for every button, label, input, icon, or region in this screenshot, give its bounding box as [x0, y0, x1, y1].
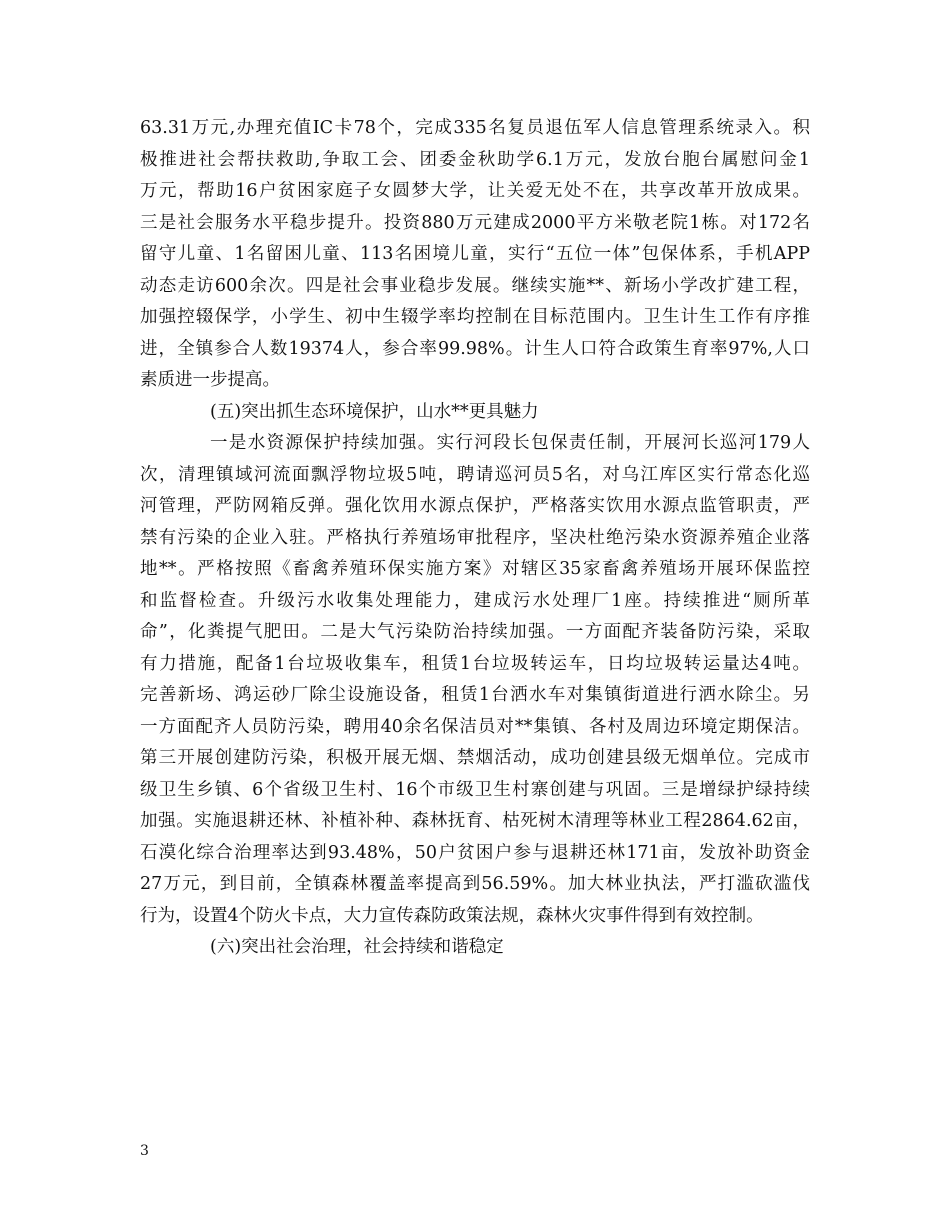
text-line: 一方面配齐人员防污染，聘用40余名保洁员对**集镇、各村及周边环境定期保洁。 [140, 716, 810, 737]
text-line: 地**。严格按照《畜禽养殖环保实施方案》对辖区35家畜禽养殖场开展环保监控 [140, 559, 810, 579]
text-line: 三是社会服务水平稳步提升。投资880万元建成2000平方米敬老院1栋。对172名 [140, 212, 810, 233]
text-line: 完善新场、鸿运砂厂除尘设施设备，租赁1台洒水车对集镇街道进行洒水除尘。另 [140, 685, 810, 705]
text-line: 命”，化粪提气肥田。二是大气污染防治持续加强。一方面配齐装备防污染，采取 [140, 622, 810, 642]
text-line: 河管理，严防网箱反弹。强化饮用水源点保护，严格落实饮用水源点监管职责，严 [140, 496, 810, 516]
text-line: 27万元，到目前，全镇森林覆盖率提高到56.59%。加大林业执法，严打滥砍滥伐 [140, 874, 810, 894]
section-heading: (六)突出社会治理，社会持续和谐稳定 [210, 937, 504, 957]
text-line: 进，全镇参合人数19374人，参合率99.98%。计生人口符合政策生育率97%,人口 [140, 338, 810, 359]
text-line: 石漠化综合治理率达到93.48%，50户贫困户参与退耕还林171亩，发放补助资金 [140, 842, 810, 863]
text-line: 级卫生乡镇、6个省级卫生村、16个市级卫生村寨创建与巩固。三是增绿护绿持续 [140, 779, 810, 800]
section-heading: (五)突出抓生态环境保护，山水**更具魅力 [210, 401, 539, 422]
text-line: 有力措施，配备1台垃圾收集车，租赁1台垃圾转运车，日均垃圾转运量达4吨。 [140, 653, 810, 674]
text-line: 第三开展创建防污染，积极开展无烟、禁烟活动，成功创建县级无烟单位。完成市 [140, 748, 810, 768]
text-line: 和监督检查。升级污水收集处理能力，建成污水处理厂1座。持续推进“厕所革 [140, 590, 810, 611]
text-line: 极推进社会帮扶救助,争取工会、团委金秋助学6.1万元，发放台胞台属慰问金1 [140, 149, 810, 170]
text-line: 次，清理镇域河流面飘浮物垃圾5吨，聘请巡河员5名，对乌江库区实行常态化巡 [140, 464, 810, 485]
text-line: 留守儿童、1名留困儿童、113名困境儿童，实行“五位一体”包保体系，手机APP [140, 244, 810, 264]
text-line: 行为，设置4个防火卡点，大力宣传森防政策法规，森林火灾事件得到有效控制。 [140, 905, 764, 926]
page-number: 3 [140, 1143, 149, 1159]
text-line: 动态走访600余次。四是社会事业稳步发展。继续实施**、新场小学改扩建工程， [140, 275, 810, 296]
text-line: 万元，帮助16户贫困家庭子女圆梦大学，让关爱无处不在，共享改革开放成果。 [140, 181, 810, 201]
text-line: 禁有污染的企业入驻。严格执行养殖场审批程序，坚决杜绝污染水资源养殖企业落 [140, 527, 810, 548]
text-line: 加强。实施退耕还林、补植补种、森林抚育、枯死树木清理等林业工程2864.62亩， [140, 811, 810, 831]
document-body [140, 113, 810, 964]
text-line: 素质进一步提高。 [140, 370, 280, 390]
text-line: 63.31万元,办理充值IC卡78个，完成335名复员退伍军人信息管理系统录入。积 [140, 118, 810, 138]
text-line: 加强控辍保学，小学生、初中生辍学率均控制在目标范围内。卫生计生工作有序推 [140, 307, 810, 327]
text-line: 一是水资源保护持续加强。实行河段长包保责任制，开展河长巡河179人 [210, 433, 810, 453]
